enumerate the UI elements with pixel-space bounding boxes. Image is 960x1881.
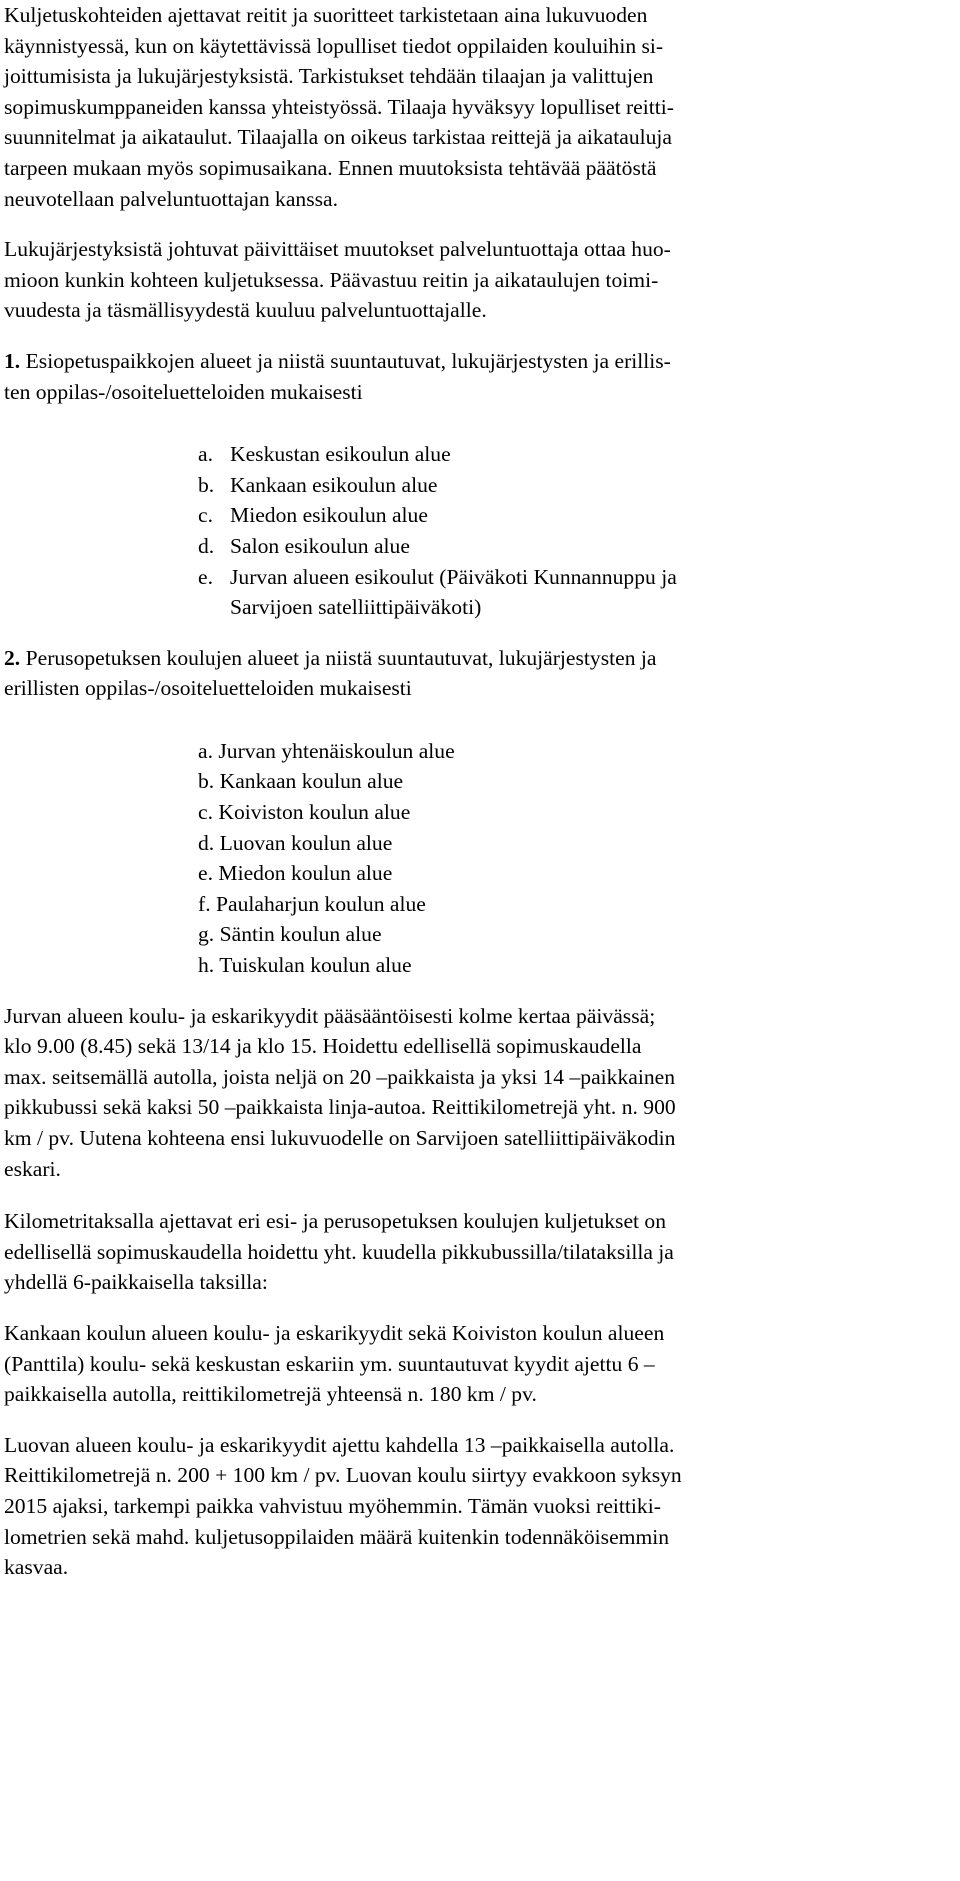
text-line: 2. Perusopetuksen koulujen alueet ja niistä suuntautuvat, lukujärjestysten ja xyxy=(4,645,657,670)
text-line: lometrien sekä mahd. kuljetusoppilaiden määrä kuitenkin todennäköisemmin xyxy=(4,1524,670,1549)
list-item-text: Miedon esikoulun alue xyxy=(230,503,428,528)
list-item: a. Jurvan yhtenäiskoulun alue xyxy=(198,738,455,763)
paragraph-kangas-rides xyxy=(4,1318,954,1410)
paragraph-route-review xyxy=(4,0,954,214)
text-line: pikkubussi sekä kaksi 50 –paikkaista linja-autoa. Reittikilometrejä yht. n. 900 xyxy=(4,1095,676,1120)
text-line: (Panttila) koulu- sekä keskustan eskariin ym. suuntautuvat kyydit ajettu 6 – xyxy=(4,1351,655,1376)
text-line: 2015 ajaksi, tarkempi paikka vahvistuu myöhemmin. Tämän vuoksi reittiki- xyxy=(4,1493,661,1518)
document-page xyxy=(4,0,954,1583)
list-item xyxy=(198,500,954,531)
text-line: edellisellä sopimuskaudella hoidettu yht. kuudella pikkubussilla/tilataksilla ja xyxy=(4,1239,674,1264)
list-item: g. Säntin koulun alue xyxy=(198,922,382,947)
section-number: 2. xyxy=(4,645,21,670)
paragraph-km-rate xyxy=(4,1206,954,1298)
text-line: erillisten oppilas-/osoiteluetteloiden mukaisesti xyxy=(4,676,412,701)
list-marker: c. xyxy=(198,503,213,528)
text-line: klo 9.00 (8.45) sekä 13/14 ja klo 15. Hoidettu edellisellä sopimuskaudella xyxy=(4,1034,642,1059)
text-line: Lukujärjestyksistä johtuvat päivittäiset muutokset palveluntuottaja ottaa huo- xyxy=(4,237,671,262)
section-number: 1. xyxy=(4,348,21,373)
list-item-text: Jurvan alueen esikoulut (Päiväkoti Kunnannuppu ja Sarvijoen satelliittipäiväkoti) xyxy=(230,564,677,620)
list-item: f. Paulaharjun koulun alue xyxy=(198,891,426,916)
paragraph-jurva-rides xyxy=(4,1001,954,1185)
section-2-heading xyxy=(4,643,954,704)
text-line: max. seitsemällä autolla, joista neljä on 20 –paikkaista ja yksi 14 –paikkainen xyxy=(4,1064,676,1089)
text-line: Jurvan alueen koulu- ja eskarikyydit pääsääntöisesti kolme kertaa päivässä; xyxy=(4,1003,656,1028)
list-item xyxy=(198,439,954,470)
preschool-area-list xyxy=(4,439,954,623)
text-line: paikkaisella autolla, reittikilometrejä yhteensä n. 180 km / pv. xyxy=(4,1382,537,1407)
text-line: 1. Esiopetuspaikkojen alueet ja niistä suuntautuvat, lukujärjestysten ja erillis- xyxy=(4,348,671,373)
list-item: c. Koiviston koulun alue xyxy=(198,800,411,825)
text-line: suunnitelmat ja aikataulut. Tilaajalla on oikeus tarkistaa reittejä ja aikatauluja xyxy=(4,125,673,150)
list-item: b. Kankaan koulun alue xyxy=(198,769,404,794)
section-1-heading xyxy=(4,346,954,407)
list-marker: d. xyxy=(198,533,215,558)
paragraph-daily-changes xyxy=(4,234,954,326)
text-line: kasvaa. xyxy=(4,1555,69,1580)
list-item xyxy=(198,470,954,501)
text-line: Kilometritaksalla ajettavat eri esi- ja perusopetuksen koulujen kuljetukset on xyxy=(4,1209,667,1234)
text-line: ten oppilas-/osoiteluetteloiden mukaisesti xyxy=(4,379,363,404)
text-line: joittumisista ja lukujärjestyksistä. Tarkistukset tehdään tilaajan ja valittujen xyxy=(4,64,654,89)
list-item: e. Miedon koulun alue xyxy=(198,861,393,886)
list-item-text: Kankaan esikoulun alue xyxy=(230,472,438,497)
text-line: Kuljetuskohteiden ajettavat reitit ja suoritteet tarkistetaan aina lukuvuoden xyxy=(4,3,648,27)
text-line: vuudesta ja täsmällisyydestä kuuluu palveluntuottajalle. xyxy=(4,298,487,323)
list-marker: a. xyxy=(198,442,213,467)
list-marker: b. xyxy=(198,472,215,497)
list-item xyxy=(198,531,954,562)
text-line: tarpeen mukaan myös sopimusaikana. Ennen muutoksista tehtävää päätöstä xyxy=(4,155,657,180)
list-item-text: Salon esikoulun alue xyxy=(230,533,410,558)
text-line: neuvotellaan palveluntuottajan kanssa. xyxy=(4,186,338,211)
text-line: Luovan alueen koulu- ja eskarikyydit ajettu kahdella 13 –paikkaisella autolla. xyxy=(4,1432,675,1457)
school-area-list xyxy=(4,736,954,981)
list-item: d. Luovan koulun alue xyxy=(198,830,393,855)
text-line: sopimuskumppaneiden kanssa yhteistyössä. Tilaaja hyväksyy lopulliset reitti- xyxy=(4,94,674,119)
text-line: eskari. xyxy=(4,1156,61,1181)
text-line: Reittikilometrejä n. 200 + 100 km / pv. Luovan koulu siirtyy evakkoon syksyn xyxy=(4,1463,682,1488)
text-line: Kankaan koulun alueen koulu- ja eskarikyydit sekä Koiviston koulun alueen xyxy=(4,1320,665,1345)
text-line: mioon kunkin kohteen kuljetuksessa. Päävastuu reitin ja aikataulujen toimi- xyxy=(4,267,659,292)
text-line: km / pv. Uutena kohteena ensi lukuvuodelle on Sarvijoen satelliittipäiväkodin xyxy=(4,1126,676,1150)
paragraph-luova-rides xyxy=(4,1430,954,1583)
text-line: yhdellä 6-paikkaisella taksilla: xyxy=(4,1270,268,1295)
list-item: h. Tuiskulan koulun alue xyxy=(198,953,412,978)
list-item xyxy=(198,562,954,623)
text-line: käynnistyessä, kun on käytettävissä lopulliset tiedot oppilaiden kouluihin si- xyxy=(4,33,664,58)
list-item-text: Keskustan esikoulun alue xyxy=(230,442,451,467)
list-marker: e. xyxy=(198,564,213,589)
